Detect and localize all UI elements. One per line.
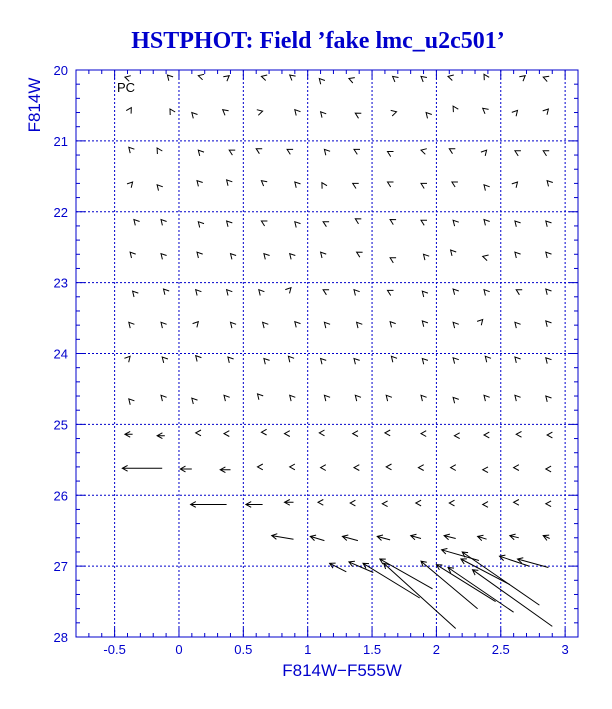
x-tick-label: 0.5 [234, 642, 253, 657]
panel-label: PC [117, 80, 136, 95]
x-tick-label: 1.5 [363, 642, 382, 657]
y-tick-label: 28 [53, 630, 68, 645]
y-tick-label: 22 [53, 204, 68, 220]
x-tick-label: -0.5 [103, 642, 126, 657]
chart-title: HSTPHOT: Field ’fake lmc_u2c501’ [131, 28, 505, 54]
y-tick-label: 23 [53, 275, 68, 291]
y-tick-label: 21 [53, 133, 68, 149]
y-tick-label: 27 [53, 559, 68, 575]
y-tick-label: 26 [53, 488, 68, 504]
y-tick-label: 25 [53, 417, 68, 433]
y-tick-label: 20 [53, 63, 68, 78]
x-tick-label: 1 [304, 642, 312, 657]
y-tick-label: 24 [53, 346, 68, 362]
x-tick-label: 2.5 [491, 642, 510, 657]
y-axis-label: F814W [25, 77, 44, 133]
x-tick-label: 0 [175, 642, 183, 657]
x-tick-label: 3 [561, 642, 569, 657]
x-axis-label: F814W−F555W [282, 661, 402, 680]
x-tick-label: 2 [432, 642, 441, 657]
